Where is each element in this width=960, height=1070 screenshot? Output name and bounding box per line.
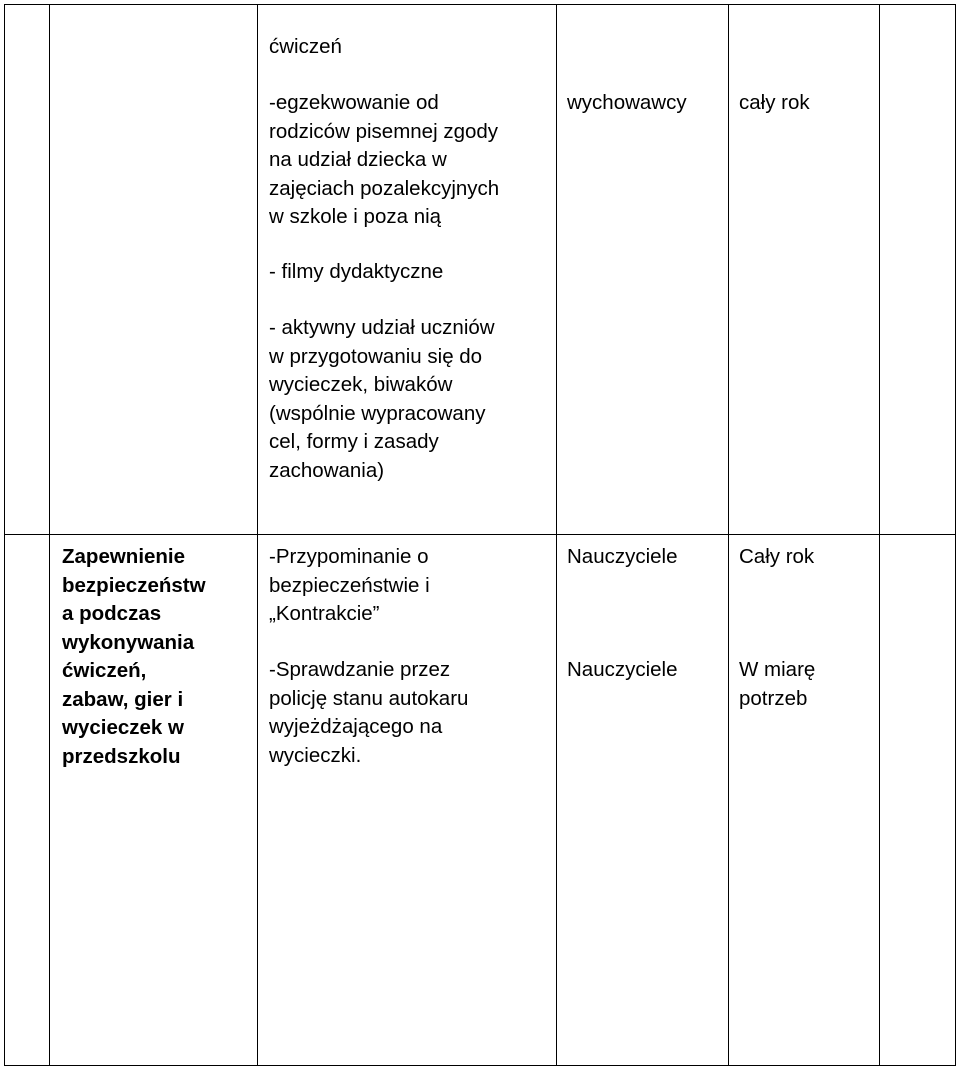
column-divider-2 <box>257 4 258 1066</box>
deadline-cell-top: cały rok <box>739 91 810 114</box>
column-divider-5 <box>879 4 880 1066</box>
table-border-left <box>4 4 5 1066</box>
responsible-cell-bottom-2: Nauczyciele <box>567 658 678 681</box>
table-border-right <box>955 4 956 1066</box>
row-divider <box>4 534 956 535</box>
column-divider-4 <box>728 4 729 1066</box>
activity-cell-bottom: Zapewnienie bezpieczeństw a podczas wykonywania ćwiczeń, zabaw, gier i wycieczek w przedszkolu <box>62 545 206 768</box>
table-border-top <box>4 4 956 5</box>
column-divider-3 <box>556 4 557 1066</box>
methods-cell-bottom-1: -Przypominanie o bezpieczeństwie i „Kontrakcie” <box>269 545 430 625</box>
methods-cell-top-1: ćwiczeń <box>269 35 342 58</box>
responsible-cell-top: wychowawcy <box>567 91 687 114</box>
deadline-cell-bottom-1: Cały rok <box>739 545 815 568</box>
methods-cell-bottom-2: -Sprawdzanie przez policję stanu autokaru wyjeżdżającego na wycieczki. <box>269 658 469 767</box>
column-divider-1 <box>49 4 50 1066</box>
methods-cell-top-4: - aktywny udział uczniów w przygotowaniu się do wycieczek, biwaków (wspólnie wypracowany cel, formy i zasady zachowania) <box>269 316 495 482</box>
methods-cell-top-2: -egzekwowanie od rodziców pisemnej zgody na udział dziecka w zajęciach pozalekcyjnych w szkole i poza nią <box>269 91 500 228</box>
methods-cell-top-3: - filmy dydaktyczne <box>269 260 444 283</box>
table-border-bottom <box>4 1065 956 1066</box>
responsible-cell-bottom-1: Nauczyciele <box>567 545 678 568</box>
deadline-cell-bottom-2: W miarę potrzeb <box>739 658 816 710</box>
